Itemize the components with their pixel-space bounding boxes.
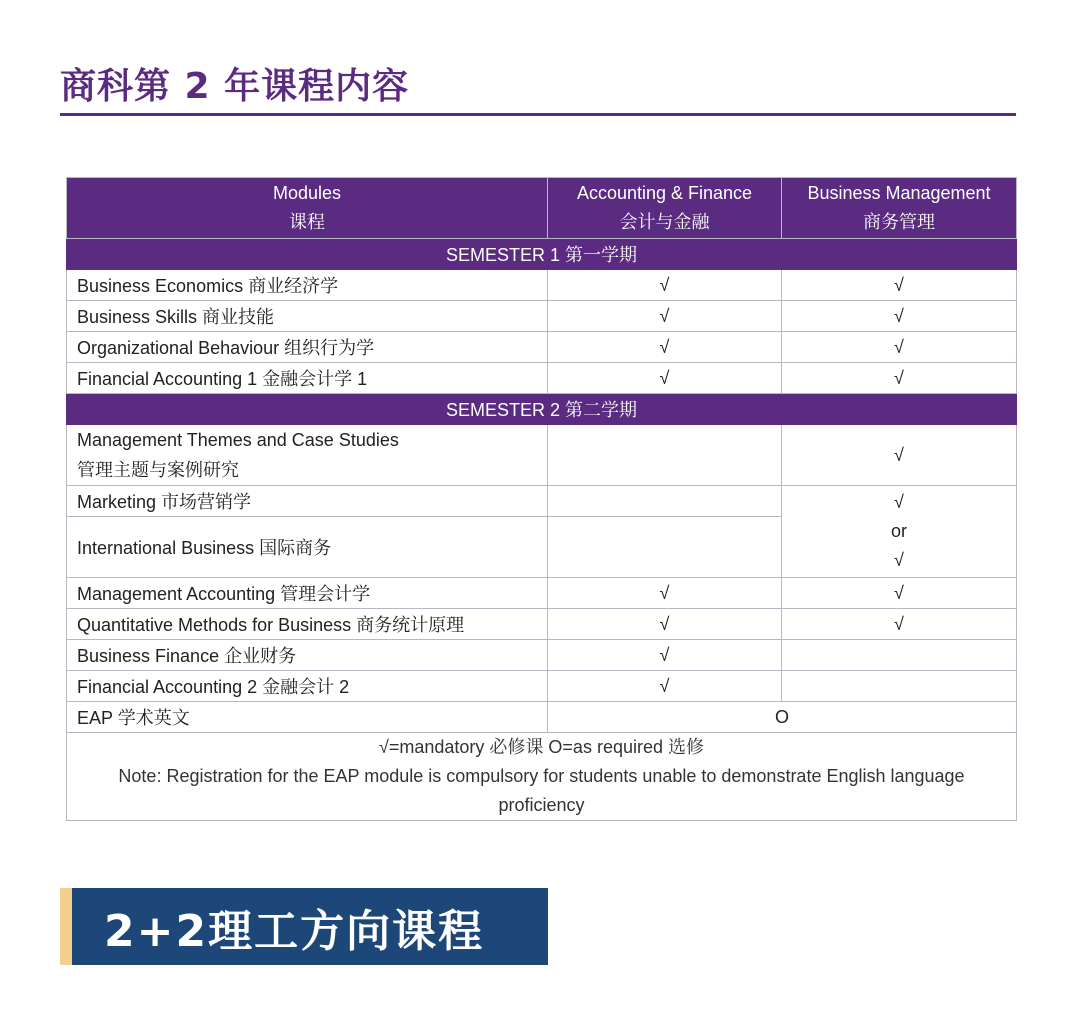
- header-modules: Modules 课程: [67, 178, 548, 239]
- table-row: [67, 671, 1017, 702]
- af-mark: [548, 486, 782, 517]
- page-title: 商科第 2 年课程内容: [60, 66, 410, 107]
- section-banner: [60, 888, 548, 965]
- module-name: Management Accounting 管理会计学: [67, 578, 548, 609]
- bm-mark: [782, 640, 1017, 671]
- bm-mark: √: [782, 301, 1017, 332]
- table-row: [67, 578, 1017, 609]
- af-mark: √: [548, 609, 782, 640]
- bm-mark: √: [782, 578, 1017, 609]
- bm-mark: √: [782, 609, 1017, 640]
- table-row: [67, 301, 1017, 332]
- af-mark: [548, 425, 782, 486]
- module-name: Business Skills 商业技能: [67, 301, 548, 332]
- semester-2-row: [67, 394, 1017, 425]
- module-name: Financial Accounting 1 金融会计学 1: [67, 363, 548, 394]
- bm-mark: [782, 671, 1017, 702]
- banner-title: 2+2理工方向课程: [72, 888, 548, 965]
- or-label: or: [890, 521, 907, 541]
- af-mark: √: [548, 363, 782, 394]
- semester-2-label: SEMESTER 2 第二学期: [67, 394, 1017, 425]
- bm-mark: √: [894, 550, 904, 570]
- af-mark: √: [548, 332, 782, 363]
- modules-table: [66, 177, 1017, 821]
- semester-1-label: SEMESTER 1 第一学期: [67, 239, 1017, 270]
- table-row: [67, 425, 1017, 486]
- header-accounting-finance: Accounting & Finance 会计与金融: [548, 178, 782, 239]
- table-row: [67, 270, 1017, 301]
- table-row: [67, 640, 1017, 671]
- banner-accent: [60, 888, 72, 965]
- table-row: [67, 486, 1017, 517]
- table-header-row: [67, 178, 1017, 239]
- module-name: International Business 国际商务: [67, 517, 548, 578]
- af-mark: √: [548, 301, 782, 332]
- af-mark: √: [548, 640, 782, 671]
- module-name: Management Themes and Case Studies 管理主题与案例研究: [67, 425, 548, 486]
- header-business-management: Business Management 商务管理: [782, 178, 1017, 239]
- bm-mark-choice: [782, 486, 1017, 578]
- legend-text: √=mandatory 必修课 O=as required 选修: [378, 737, 704, 757]
- table-row: [67, 609, 1017, 640]
- bm-mark: √: [782, 363, 1017, 394]
- af-mark: √: [548, 578, 782, 609]
- module-name: Marketing 市场营销学: [67, 486, 548, 517]
- semester-1-row: [67, 239, 1017, 270]
- module-name: Business Economics 商业经济学: [67, 270, 548, 301]
- both-mark: O: [548, 702, 1017, 733]
- note-text: Note: Registration for the EAP module is compulsory for students unable to demonstrate English language proficiency: [118, 766, 965, 815]
- af-mark: √: [548, 270, 782, 301]
- legend-row: [67, 733, 1017, 821]
- af-mark: √: [548, 671, 782, 702]
- bm-mark: √: [782, 332, 1017, 363]
- table-row: [67, 702, 1017, 733]
- bm-mark: √: [782, 425, 1017, 486]
- table-row: [67, 332, 1017, 363]
- legend-cell: [67, 733, 1017, 821]
- module-name: EAP 学术英文: [67, 702, 548, 733]
- module-name: Organizational Behaviour 组织行为学: [67, 332, 548, 363]
- module-name: Financial Accounting 2 金融会计 2: [67, 671, 548, 702]
- module-name: Quantitative Methods for Business 商务统计原理: [67, 609, 548, 640]
- module-name: Business Finance 企业财务: [67, 640, 548, 671]
- bm-mark: √: [894, 492, 904, 512]
- title-divider: [60, 113, 1016, 116]
- bm-mark: √: [782, 270, 1017, 301]
- af-mark: [548, 517, 782, 578]
- table-row: [67, 363, 1017, 394]
